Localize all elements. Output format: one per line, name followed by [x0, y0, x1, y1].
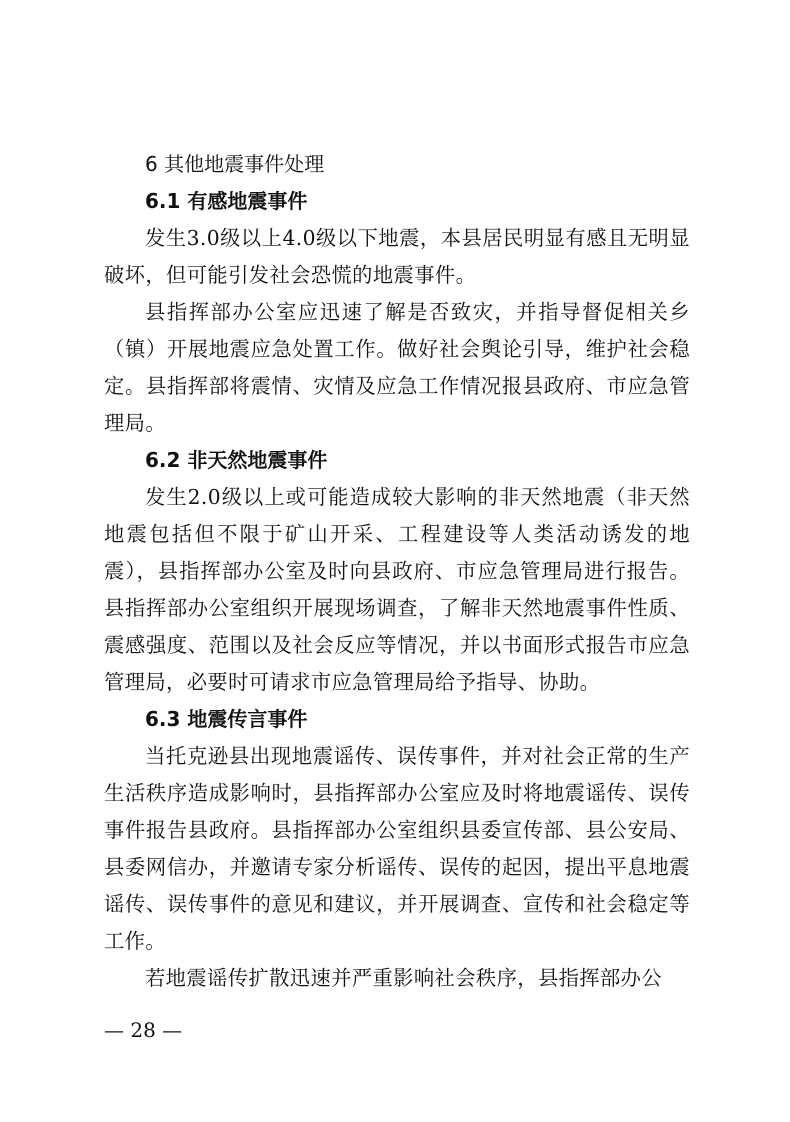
paragraph-6-1-2: 县指挥部办公室应迅速了解是否致灾，并指导督促相关乡（镇）开展地震应急处置工作。做好社会舆论引导，维护社会稳定。县指挥部将震情、灾情及应急工作情况报县政府、市应急管理局。 [104, 300, 690, 435]
subsection-heading-6-3: 6.3 地震传言事件 [145, 707, 308, 731]
paragraph-6-1-1: 发生3.0级以上4.0级以下地震，本县居民明显有感且无明显破坏，但可能引发社会恐慌的地震事件。 [104, 226, 690, 287]
paragraph-6-3-1: 当托克逊县出现地震谣传、误传事件，并对社会正常的生产生活秩序造成影响时，县指挥部办公室应及时将地震谣传、误传事件报告县政府。县指挥部办公室组织县委宣传部、县公安局、县委网信办，并邀请专家分析谣传、误传的起因，提出平息地震谣传、误传事件的意见和建议，并开展调查、宣传和社会稳定等工作。 [104, 744, 690, 953]
paragraph-6-3-2: 若地震谣传扩散迅速并严重影响社会秩序，县指挥部办公 [145, 966, 663, 990]
subsection-heading-6-2: 6.2 非天然地震事件 [145, 448, 328, 472]
paragraph-6-2-1: 发生2.0级以上或可能造成较大影响的非天然地震（非天然地震包括但不限于矿山开采、工程建设等人类活动诱发的地震），县指挥部办公室及时向县政府、市应急管理局进行报告。县指挥部办公室组织开展现场调查，了解非天然地震事件性质、震感强度、范围以及社会反应等情况，并以书面形式报告市应急管理局，必要时可请求市应急管理局给予指导、协助。 [104, 485, 690, 694]
subsection-heading-6-1: 6.1 有感地震事件 [145, 189, 308, 213]
document-body [104, 146, 690, 997]
page-number: — 28 — [104, 1018, 183, 1042]
section-title: 6 其他地震事件处理 [145, 152, 325, 176]
